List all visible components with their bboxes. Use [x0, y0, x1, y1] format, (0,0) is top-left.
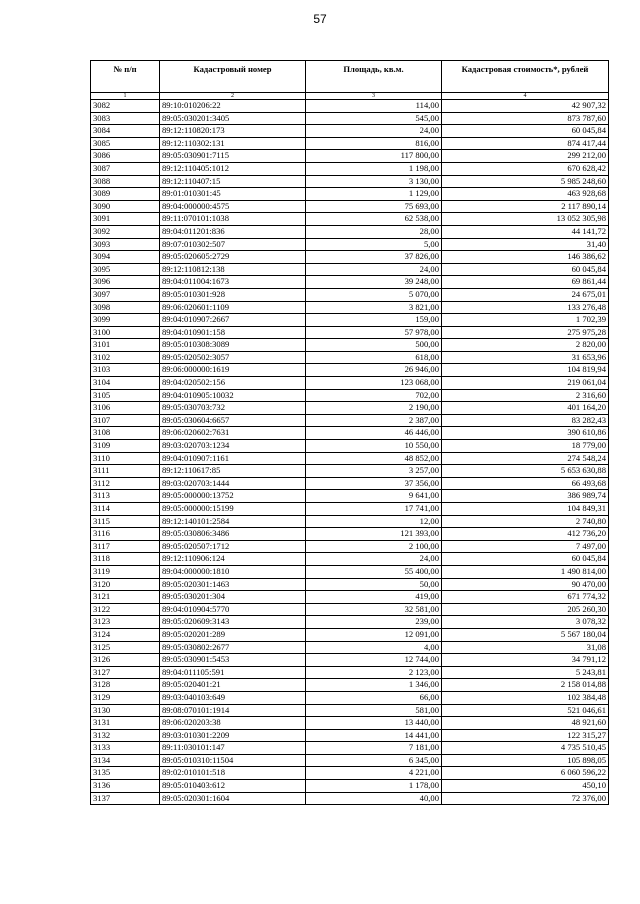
area-cell: 17 741,00	[306, 503, 442, 516]
value-cell: 4 735 510,45	[442, 742, 609, 755]
value-cell: 412 736,20	[442, 528, 609, 541]
cadastral-number-cell: 89:05:030703:732	[160, 402, 306, 415]
value-cell: 2 117 890,14	[442, 200, 609, 213]
cadastral-number-cell: 89:05:000000:15199	[160, 503, 306, 516]
value-cell: 5 567 180,04	[442, 628, 609, 641]
area-cell: 55 400,00	[306, 565, 442, 578]
area-cell: 12 091,00	[306, 628, 442, 641]
header-area: Площадь, кв.м.	[306, 61, 442, 93]
value-cell: 205 260,30	[442, 603, 609, 616]
area-cell: 7 181,00	[306, 742, 442, 755]
area-cell: 816,00	[306, 137, 442, 150]
cadastral-number-cell: 89:04:011201:836	[160, 225, 306, 238]
cadastral-number-cell: 89:05:020301:1604	[160, 792, 306, 805]
area-cell: 4,00	[306, 641, 442, 654]
cadastral-number-cell: 89:05:010301:928	[160, 288, 306, 301]
row-number-cell: 3084	[91, 125, 160, 138]
value-cell: 873 787,60	[442, 112, 609, 125]
row-number-cell: 3083	[91, 112, 160, 125]
area-cell: 5,00	[306, 238, 442, 251]
area-cell: 419,00	[306, 591, 442, 604]
cadastral-number-cell: 89:03:040103:649	[160, 691, 306, 704]
cadastral-number-cell: 89:01:010301:45	[160, 188, 306, 201]
area-cell: 57 978,00	[306, 326, 442, 339]
value-cell: 60 045,84	[442, 553, 609, 566]
row-number-cell: 3135	[91, 767, 160, 780]
row-number-cell: 3085	[91, 137, 160, 150]
cadastral-number-cell: 89:10:010206:22	[160, 100, 306, 113]
table-row	[91, 125, 609, 138]
row-number-cell: 3089	[91, 188, 160, 201]
area-cell: 2 100,00	[306, 540, 442, 553]
value-cell: 2 820,00	[442, 339, 609, 352]
area-cell: 3 821,00	[306, 301, 442, 314]
table-body	[91, 100, 609, 805]
row-number-cell: 3101	[91, 339, 160, 352]
row-number-cell: 3123	[91, 616, 160, 629]
area-cell: 581,00	[306, 704, 442, 717]
value-cell: 60 045,84	[442, 263, 609, 276]
value-cell: 670 628,42	[442, 162, 609, 175]
value-cell: 386 989,74	[442, 490, 609, 503]
area-cell: 9 641,00	[306, 490, 442, 503]
area-cell: 37 356,00	[306, 477, 442, 490]
value-cell: 2 740,80	[442, 515, 609, 528]
cadastral-number-cell: 89:05:010310:11504	[160, 754, 306, 767]
table-row	[91, 414, 609, 427]
value-cell: 3 078,32	[442, 616, 609, 629]
table-row	[91, 553, 609, 566]
row-number-cell: 3137	[91, 792, 160, 805]
area-cell: 37 826,00	[306, 251, 442, 264]
cadastral-number-cell: 89:11:030101:147	[160, 742, 306, 755]
table-row	[91, 301, 609, 314]
table-row	[91, 213, 609, 226]
area-cell: 1 178,00	[306, 780, 442, 793]
cadastral-number-cell: 89:12:140101:2584	[160, 515, 306, 528]
table-row	[91, 603, 609, 616]
cadastral-number-cell: 89:04:020502:156	[160, 377, 306, 390]
area-cell: 32 581,00	[306, 603, 442, 616]
table-row	[91, 490, 609, 503]
cadastral-number-cell: 89:12:110812:138	[160, 263, 306, 276]
table-row	[91, 540, 609, 553]
table-row	[91, 591, 609, 604]
row-number-cell: 3118	[91, 553, 160, 566]
table-row	[91, 477, 609, 490]
row-number-cell: 3088	[91, 175, 160, 188]
value-cell: 7 497,00	[442, 540, 609, 553]
table-row	[91, 616, 609, 629]
value-cell: 5 653 630,88	[442, 465, 609, 478]
header-cadastral-number: Кадастровый номер	[160, 61, 306, 93]
table-row	[91, 666, 609, 679]
table-row	[91, 565, 609, 578]
table-row	[91, 440, 609, 453]
table-row	[91, 503, 609, 516]
row-number-cell: 3103	[91, 364, 160, 377]
table-row	[91, 238, 609, 251]
table-row	[91, 314, 609, 327]
column-numbers-row	[91, 93, 609, 100]
row-number-cell: 3107	[91, 414, 160, 427]
table-row	[91, 742, 609, 755]
value-cell: 463 928,68	[442, 188, 609, 201]
cadastral-number-cell: 89:05:020609:3143	[160, 616, 306, 629]
value-cell: 1 702,39	[442, 314, 609, 327]
table-row	[91, 137, 609, 150]
cadastral-number-cell: 89:04:000000:1810	[160, 565, 306, 578]
cadastral-number-cell: 89:06:020203:38	[160, 717, 306, 730]
area-cell: 1 198,00	[306, 162, 442, 175]
row-number-cell: 3116	[91, 528, 160, 541]
cadastral-number-cell: 89:06:020601:1109	[160, 301, 306, 314]
value-cell: 34 791,12	[442, 654, 609, 667]
row-number-cell: 3095	[91, 263, 160, 276]
table-row	[91, 465, 609, 478]
row-number-cell: 3121	[91, 591, 160, 604]
column-number: 2	[160, 93, 306, 100]
row-number-cell: 3108	[91, 427, 160, 440]
area-cell: 13 440,00	[306, 717, 442, 730]
cadastral-number-cell: 89:12:110302:131	[160, 137, 306, 150]
table-row	[91, 515, 609, 528]
cadastral-number-cell: 89:11:070101:1038	[160, 213, 306, 226]
cadastral-number-cell: 89:05:010308:3089	[160, 339, 306, 352]
value-cell: 31,40	[442, 238, 609, 251]
area-cell: 500,00	[306, 339, 442, 352]
value-cell: 521 046,61	[442, 704, 609, 717]
value-cell: 122 315,27	[442, 729, 609, 742]
row-number-cell: 3115	[91, 515, 160, 528]
cadastral-number-cell: 89:03:020703:1444	[160, 477, 306, 490]
value-cell: 83 282,43	[442, 414, 609, 427]
value-cell: 69 861,44	[442, 276, 609, 289]
area-cell: 12 744,00	[306, 654, 442, 667]
row-number-cell: 3114	[91, 503, 160, 516]
value-cell: 1 490 814,00	[442, 565, 609, 578]
row-number-cell: 3128	[91, 679, 160, 692]
table-row	[91, 175, 609, 188]
table-row	[91, 402, 609, 415]
area-cell: 1 129,00	[306, 188, 442, 201]
cadastral-number-cell: 89:05:020502:3057	[160, 351, 306, 364]
cadastral-number-cell: 89:04:010901:158	[160, 326, 306, 339]
area-cell: 114,00	[306, 100, 442, 113]
table-row	[91, 288, 609, 301]
table-row	[91, 528, 609, 541]
table-row	[91, 704, 609, 717]
value-cell: 874 417,44	[442, 137, 609, 150]
cadastral-number-cell: 89:05:030901:5453	[160, 654, 306, 667]
value-cell: 2 158 014,88	[442, 679, 609, 692]
table-row	[91, 251, 609, 264]
header-row	[91, 61, 609, 93]
value-cell: 105 898,05	[442, 754, 609, 767]
cadastral-number-cell: 89:02:010101:518	[160, 767, 306, 780]
table-row	[91, 100, 609, 113]
cadastral-number-cell: 89:04:011004:1673	[160, 276, 306, 289]
value-cell: 60 045,84	[442, 125, 609, 138]
row-number-cell: 3087	[91, 162, 160, 175]
value-cell: 299 212,00	[442, 150, 609, 163]
row-number-cell: 3110	[91, 452, 160, 465]
table-row	[91, 767, 609, 780]
cadastral-number-cell: 89:04:010904:5770	[160, 603, 306, 616]
value-cell: 450,10	[442, 780, 609, 793]
table-row	[91, 754, 609, 767]
area-cell: 40,00	[306, 792, 442, 805]
area-cell: 121 393,00	[306, 528, 442, 541]
row-number-cell: 3134	[91, 754, 160, 767]
area-cell: 2 190,00	[306, 402, 442, 415]
cadastral-number-cell: 89:05:030802:2677	[160, 641, 306, 654]
value-cell: 18 779,00	[442, 440, 609, 453]
row-number-cell: 3133	[91, 742, 160, 755]
cadastral-number-cell: 89:05:020507:1712	[160, 540, 306, 553]
table-row	[91, 780, 609, 793]
cadastral-number-cell: 89:05:020401:21	[160, 679, 306, 692]
table-row	[91, 427, 609, 440]
value-cell: 72 376,00	[442, 792, 609, 805]
area-cell: 48 852,00	[306, 452, 442, 465]
area-cell: 3 130,00	[306, 175, 442, 188]
row-number-cell: 3113	[91, 490, 160, 503]
table-row	[91, 679, 609, 692]
area-cell: 12,00	[306, 515, 442, 528]
table-row	[91, 377, 609, 390]
cadastral-number-cell: 89:06:020602:7631	[160, 427, 306, 440]
cadastral-number-cell: 89:06:000000:1619	[160, 364, 306, 377]
table-row	[91, 112, 609, 125]
table-row	[91, 200, 609, 213]
row-number-cell: 3100	[91, 326, 160, 339]
cadastral-number-cell: 89:05:030201:304	[160, 591, 306, 604]
row-number-cell: 3099	[91, 314, 160, 327]
area-cell: 123 068,00	[306, 377, 442, 390]
area-cell: 159,00	[306, 314, 442, 327]
column-number: 3	[306, 93, 442, 100]
area-cell: 66,00	[306, 691, 442, 704]
table-row	[91, 452, 609, 465]
area-cell: 24,00	[306, 263, 442, 276]
cadastral-number-cell: 89:04:000000:4575	[160, 200, 306, 213]
area-cell: 2 123,00	[306, 666, 442, 679]
area-cell: 62 538,00	[306, 213, 442, 226]
table-row	[91, 339, 609, 352]
header-cadastral-value: Кадастровая стоимость*, рублей	[442, 61, 609, 93]
value-cell: 219 061,04	[442, 377, 609, 390]
value-cell: 90 470,00	[442, 578, 609, 591]
cadastral-number-cell: 89:07:010302:507	[160, 238, 306, 251]
value-cell: 66 493,68	[442, 477, 609, 490]
cadastral-number-cell: 89:03:020703:1234	[160, 440, 306, 453]
row-number-cell: 3131	[91, 717, 160, 730]
table-row	[91, 150, 609, 163]
area-cell: 545,00	[306, 112, 442, 125]
value-cell: 104 819,94	[442, 364, 609, 377]
value-cell: 102 384,48	[442, 691, 609, 704]
row-number-cell: 3096	[91, 276, 160, 289]
value-cell: 5 243,81	[442, 666, 609, 679]
table-row	[91, 691, 609, 704]
value-cell: 671 774,32	[442, 591, 609, 604]
value-cell: 31 653,96	[442, 351, 609, 364]
cadastral-number-cell: 89:03:010301:2209	[160, 729, 306, 742]
table-row	[91, 162, 609, 175]
area-cell: 3 257,00	[306, 465, 442, 478]
value-cell: 146 386,62	[442, 251, 609, 264]
row-number-cell: 3105	[91, 389, 160, 402]
row-number-cell: 3090	[91, 200, 160, 213]
value-cell: 44 141,72	[442, 225, 609, 238]
row-number-cell: 3117	[91, 540, 160, 553]
row-number-cell: 3112	[91, 477, 160, 490]
value-cell: 6 060 596,22	[442, 767, 609, 780]
cadastral-number-cell: 89:05:000000:13752	[160, 490, 306, 503]
value-cell: 5 985 248,60	[442, 175, 609, 188]
table-row	[91, 389, 609, 402]
value-cell: 42 907,32	[442, 100, 609, 113]
value-cell: 274 548,24	[442, 452, 609, 465]
row-number-cell: 3093	[91, 238, 160, 251]
cadastral-number-cell: 89:05:020301:1463	[160, 578, 306, 591]
row-number-cell: 3124	[91, 628, 160, 641]
row-number-cell: 3122	[91, 603, 160, 616]
row-number-cell: 3102	[91, 351, 160, 364]
cadastral-number-cell: 89:04:010907:2667	[160, 314, 306, 327]
table-header	[91, 61, 609, 100]
area-cell: 618,00	[306, 351, 442, 364]
table-row	[91, 263, 609, 276]
cadastral-number-cell: 89:04:011105:591	[160, 666, 306, 679]
value-cell: 390 610,86	[442, 427, 609, 440]
value-cell: 104 849,31	[442, 503, 609, 516]
area-cell: 4 221,00	[306, 767, 442, 780]
value-cell: 24 675,01	[442, 288, 609, 301]
cadastral-number-cell: 89:08:070101:1914	[160, 704, 306, 717]
cadastral-table	[90, 60, 609, 805]
area-cell: 46 446,00	[306, 427, 442, 440]
area-cell: 2 387,00	[306, 414, 442, 427]
row-number-cell: 3120	[91, 578, 160, 591]
cadastral-number-cell: 89:05:020201:289	[160, 628, 306, 641]
row-number-cell: 3104	[91, 377, 160, 390]
cadastral-number-cell: 89:05:030806:3486	[160, 528, 306, 541]
cadastral-number-cell: 89:05:030901:7115	[160, 150, 306, 163]
area-cell: 14 441,00	[306, 729, 442, 742]
cadastral-number-cell: 89:12:110906:124	[160, 553, 306, 566]
cadastral-number-cell: 89:12:110820:173	[160, 125, 306, 138]
table-row	[91, 364, 609, 377]
table-row	[91, 792, 609, 805]
area-cell: 10 550,00	[306, 440, 442, 453]
table-row	[91, 351, 609, 364]
row-number-cell: 3126	[91, 654, 160, 667]
area-cell: 50,00	[306, 578, 442, 591]
row-number-cell: 3097	[91, 288, 160, 301]
table-row	[91, 188, 609, 201]
row-number-cell: 3094	[91, 251, 160, 264]
row-number-cell: 3091	[91, 213, 160, 226]
area-cell: 26 946,00	[306, 364, 442, 377]
area-cell: 5 070,00	[306, 288, 442, 301]
page-number: 57	[313, 12, 327, 26]
row-number-cell: 3082	[91, 100, 160, 113]
row-number-cell: 3132	[91, 729, 160, 742]
row-number-cell: 3125	[91, 641, 160, 654]
row-number-cell: 3127	[91, 666, 160, 679]
area-cell: 6 345,00	[306, 754, 442, 767]
area-cell: 28,00	[306, 225, 442, 238]
cadastral-number-cell: 89:05:030604:6657	[160, 414, 306, 427]
table-row	[91, 225, 609, 238]
row-number-cell: 3111	[91, 465, 160, 478]
value-cell: 48 921,60	[442, 717, 609, 730]
row-number-cell: 3129	[91, 691, 160, 704]
table-row	[91, 628, 609, 641]
area-cell: 39 248,00	[306, 276, 442, 289]
area-cell: 24,00	[306, 553, 442, 566]
value-cell: 275 975,28	[442, 326, 609, 339]
cadastral-number-cell: 89:05:030201:3405	[160, 112, 306, 125]
table-row	[91, 654, 609, 667]
table-row	[91, 326, 609, 339]
table-row	[91, 578, 609, 591]
value-cell: 133 276,48	[442, 301, 609, 314]
row-number-cell: 3106	[91, 402, 160, 415]
header-number: № п/п	[91, 61, 160, 93]
area-cell: 24,00	[306, 125, 442, 138]
row-number-cell: 3092	[91, 225, 160, 238]
cadastral-number-cell: 89:04:010907:1161	[160, 452, 306, 465]
row-number-cell: 3136	[91, 780, 160, 793]
area-cell: 702,00	[306, 389, 442, 402]
row-number-cell: 3086	[91, 150, 160, 163]
table-row	[91, 276, 609, 289]
value-cell: 2 316,60	[442, 389, 609, 402]
table-row	[91, 641, 609, 654]
cadastral-number-cell: 89:05:020605:2729	[160, 251, 306, 264]
column-number: 4	[442, 93, 609, 100]
value-cell: 13 052 305,98	[442, 213, 609, 226]
area-cell: 239,00	[306, 616, 442, 629]
area-cell: 117 800,00	[306, 150, 442, 163]
table-row	[91, 717, 609, 730]
cadastral-number-cell: 89:12:110405:1012	[160, 162, 306, 175]
area-cell: 1 346,00	[306, 679, 442, 692]
area-cell: 75 693,00	[306, 200, 442, 213]
row-number-cell: 3109	[91, 440, 160, 453]
cadastral-number-cell: 89:05:010403:612	[160, 780, 306, 793]
cadastral-number-cell: 89:12:110407:15	[160, 175, 306, 188]
cadastral-number-cell: 89:04:010905:10032	[160, 389, 306, 402]
column-number: 1	[91, 93, 160, 100]
row-number-cell: 3130	[91, 704, 160, 717]
value-cell: 31,08	[442, 641, 609, 654]
cadastral-number-cell: 89:12:110617:85	[160, 465, 306, 478]
table-row	[91, 729, 609, 742]
value-cell: 401 164,20	[442, 402, 609, 415]
row-number-cell: 3119	[91, 565, 160, 578]
row-number-cell: 3098	[91, 301, 160, 314]
